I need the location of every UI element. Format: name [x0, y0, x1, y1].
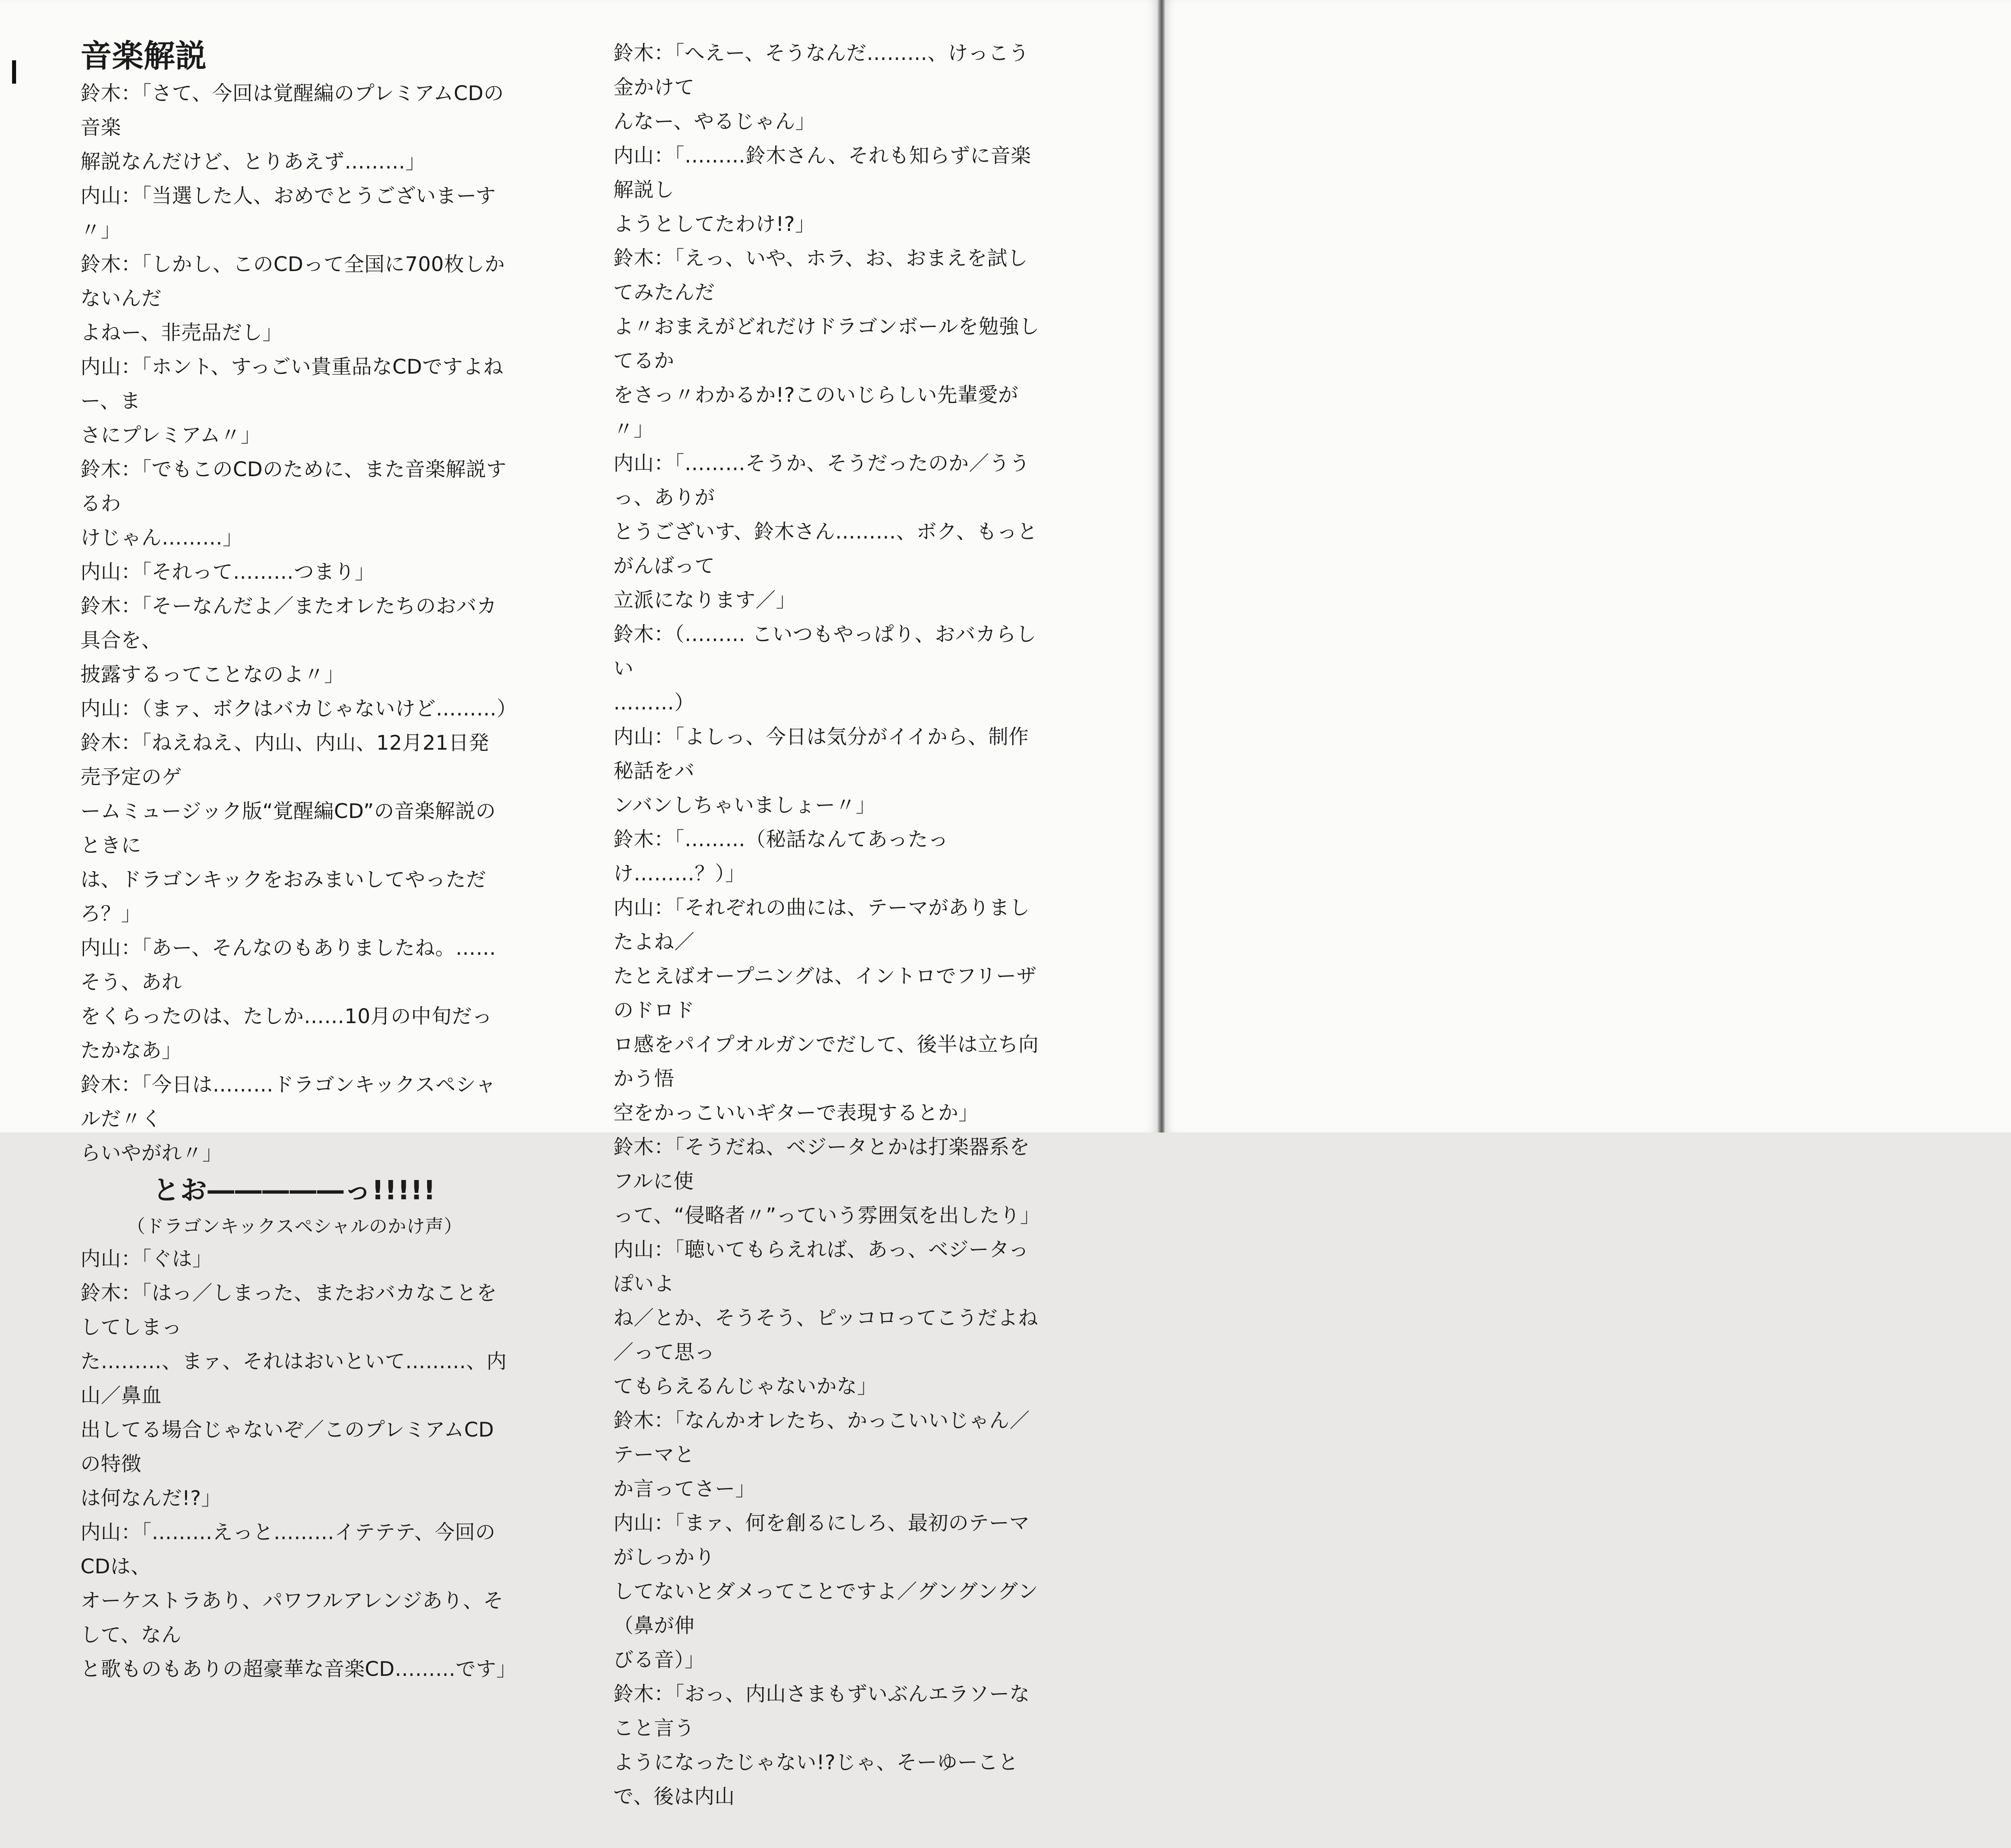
col2-line: んなー、やるじゃん」	[613, 110, 816, 133]
col1-line: けじゃん………」	[80, 526, 243, 549]
col2-line: てもらえるんじゃないかな」	[613, 1375, 878, 1398]
col1-line: 鈴木：「ねえねえ、内山、内山、12月21日発売予定のゲ	[80, 731, 489, 789]
shout-note: （ドラゴンキックスペシャルのかけ声）	[127, 1215, 463, 1237]
col1-line: 内山：「ホント、すっごい貴重品なCDですよねー、ま	[80, 355, 504, 413]
col2-line: か言ってさー」	[613, 1477, 756, 1501]
book-gutter	[1158, 0, 1165, 1133]
col1b-line: 内山：「ぐは」	[80, 1247, 213, 1270]
col1b-line: は何なんだ!?」	[80, 1486, 222, 1510]
col2-line: 鈴木：「………（秘話なんてあったっけ………？）」	[613, 828, 948, 885]
col1-line: 鈴木：「しかし、このCDって全国に700枚しかないんだ	[80, 253, 505, 310]
col1b-line: と歌ものもありの超豪華な音楽CD………です」	[80, 1657, 517, 1681]
right-page	[1165, 0, 2011, 1133]
col2-line: びる音）」	[613, 1648, 705, 1671]
col1-line: は、ドラゴンキックをおみまいしてやっただろ？」	[80, 868, 486, 925]
col2-line: 鈴木：「そうだね、ベジータとかは打楽器系をフルに使	[613, 1135, 1030, 1193]
col1b-line: 出してる場合じゃないぞ／このプレミアムCDの特徴	[80, 1418, 494, 1476]
col2-line: とうございす、鈴木さん………、ボク、もっとがんばって	[613, 520, 1038, 578]
col2-line: って、“侵略者〃”っていう雰囲気を出したり」	[613, 1204, 1040, 1227]
col1b-line: オーケストラあり、パワフルアレンジあり、そして、なん	[80, 1589, 504, 1647]
col1-line: 内山：（まァ、ボクはバカじゃないけど………）	[80, 697, 517, 720]
col2-line: 鈴木：「なんかオレたち、かっこいいじゃん／テーマと	[613, 1409, 1030, 1466]
col1-line: らいやがれ〃」	[80, 1141, 223, 1165]
col2-line: 鈴木：（……… こいつもやっぱり、おバカらしい	[613, 623, 1036, 680]
shout-text: とお―――――っ!!!!!	[153, 1175, 436, 1206]
col2-line: ………）	[613, 691, 695, 714]
col2-line: 内山：「………そうか、そうだったのか／ううっ、ありが	[613, 452, 1030, 509]
col2-line: ンバンしちゃいましょー〃」	[613, 793, 876, 817]
col2-line: 鈴木：「えっ、いや、ホラ、お、おまえを試してみたんだ	[613, 247, 1028, 304]
col1-line: 内山：「それって………つまり」	[80, 560, 375, 584]
col2-line: 内山：「まァ、何を創るにしろ、最初のテーマがしっかり	[613, 1511, 1030, 1569]
col1-line: よねー、非売品だし」	[80, 321, 283, 344]
col1b-line: た………、まァ、それはおいといて………、内山／鼻血	[80, 1350, 507, 1407]
col1-line: をくらったのは、たしか……10月の中旬だったかなあ」	[80, 1005, 493, 1062]
col2-line: よ〃おまえがどれだけドラゴンボールを勉強してるか	[613, 315, 1040, 372]
col2-line: ね／とか、そうそう、ピッコロってこうだよね／って思っ	[613, 1306, 1038, 1364]
col1b-line: 鈴木：「はっ／しまった、またおバカなことをしてしまっ	[80, 1281, 497, 1339]
col1-line: 鈴木：「でもこのCDのために、また音楽解説するわ	[80, 458, 507, 515]
column-1	[80, 36, 517, 1686]
col1-line: 解説なんだけど、とりあえず………」	[80, 150, 426, 173]
col2-line: 内山：「それぞれの曲には、テーマがありましたよね／	[613, 896, 1030, 954]
col2-line: 空をかっこいいギターで表現するとか」	[613, 1101, 979, 1124]
col1-line: さにプレミアム〃」	[80, 423, 261, 447]
col2-line: 内山：「聴いてもらえれば、あっ、ベジータっぽいよ	[613, 1238, 1029, 1295]
column-2	[613, 36, 1042, 1814]
edge-mark	[12, 60, 16, 84]
col2-line: してないとダメってことですよ／グングングン（鼻が伸	[613, 1580, 1038, 1637]
page-title: 音楽解説	[80, 38, 207, 74]
column-2-lines	[613, 36, 1042, 1814]
col2-line: 内山：「………鈴木さん、それも知らずに音楽解説し	[613, 144, 1031, 201]
col2-line: をさっ〃わかるか!?このいじらしい先輩愛が〃」	[613, 383, 1019, 441]
col1-line: 内山：「あー、そんなのもありましたね。……そう、あれ	[80, 936, 496, 994]
col2-line: 鈴木：「おっ、内山さまもずいぶんエラソーなこと言う	[613, 1682, 1030, 1740]
col1-line: 鈴木：「さて、今回は覚醒編のプレミアムCDの音楽	[80, 82, 504, 139]
column-1-lines	[80, 76, 517, 1170]
col2-line: ようとしてたわけ!?」	[613, 212, 816, 236]
col1-line: 鈴木：「そーなんだよ／またオレたちのおバカ具合を、	[80, 594, 497, 652]
column-1-lines-b	[80, 1242, 517, 1686]
col2-line: ようになったじゃない!?じゃ、そーゆーことで、後は内山	[613, 1751, 1019, 1808]
col2-line: 鈴木：「へえー、そうなんだ………、けっこう金かけて	[613, 41, 1029, 99]
col2-line: 内山：「よしっ、今日は気分がイイから、制作秘話をバ	[613, 725, 1029, 783]
col2-line: たとえばオープニングは、イントロでフリーザのドロド	[613, 964, 1037, 1022]
col2-line: ロ感をパイプオルガンでだして、後半は立ち向かう悟	[613, 1033, 1039, 1090]
col1-line: 内山：「当選した人、おめでとうございまーす〃」	[80, 184, 496, 242]
col1-line: 披露するってことなのよ〃」	[80, 663, 345, 686]
col2-line: 立派になります／」	[613, 588, 796, 612]
col1-line: ームミュージック版“覚醒編CD”の音楽解説のときに	[80, 800, 496, 857]
col1b-line: 内山：「………えっと………イテテテ、今回のCDは、	[80, 1521, 496, 1578]
col1-line: 鈴木：「今日は………ドラゴンキックスペシャルだ〃く	[80, 1073, 496, 1131]
